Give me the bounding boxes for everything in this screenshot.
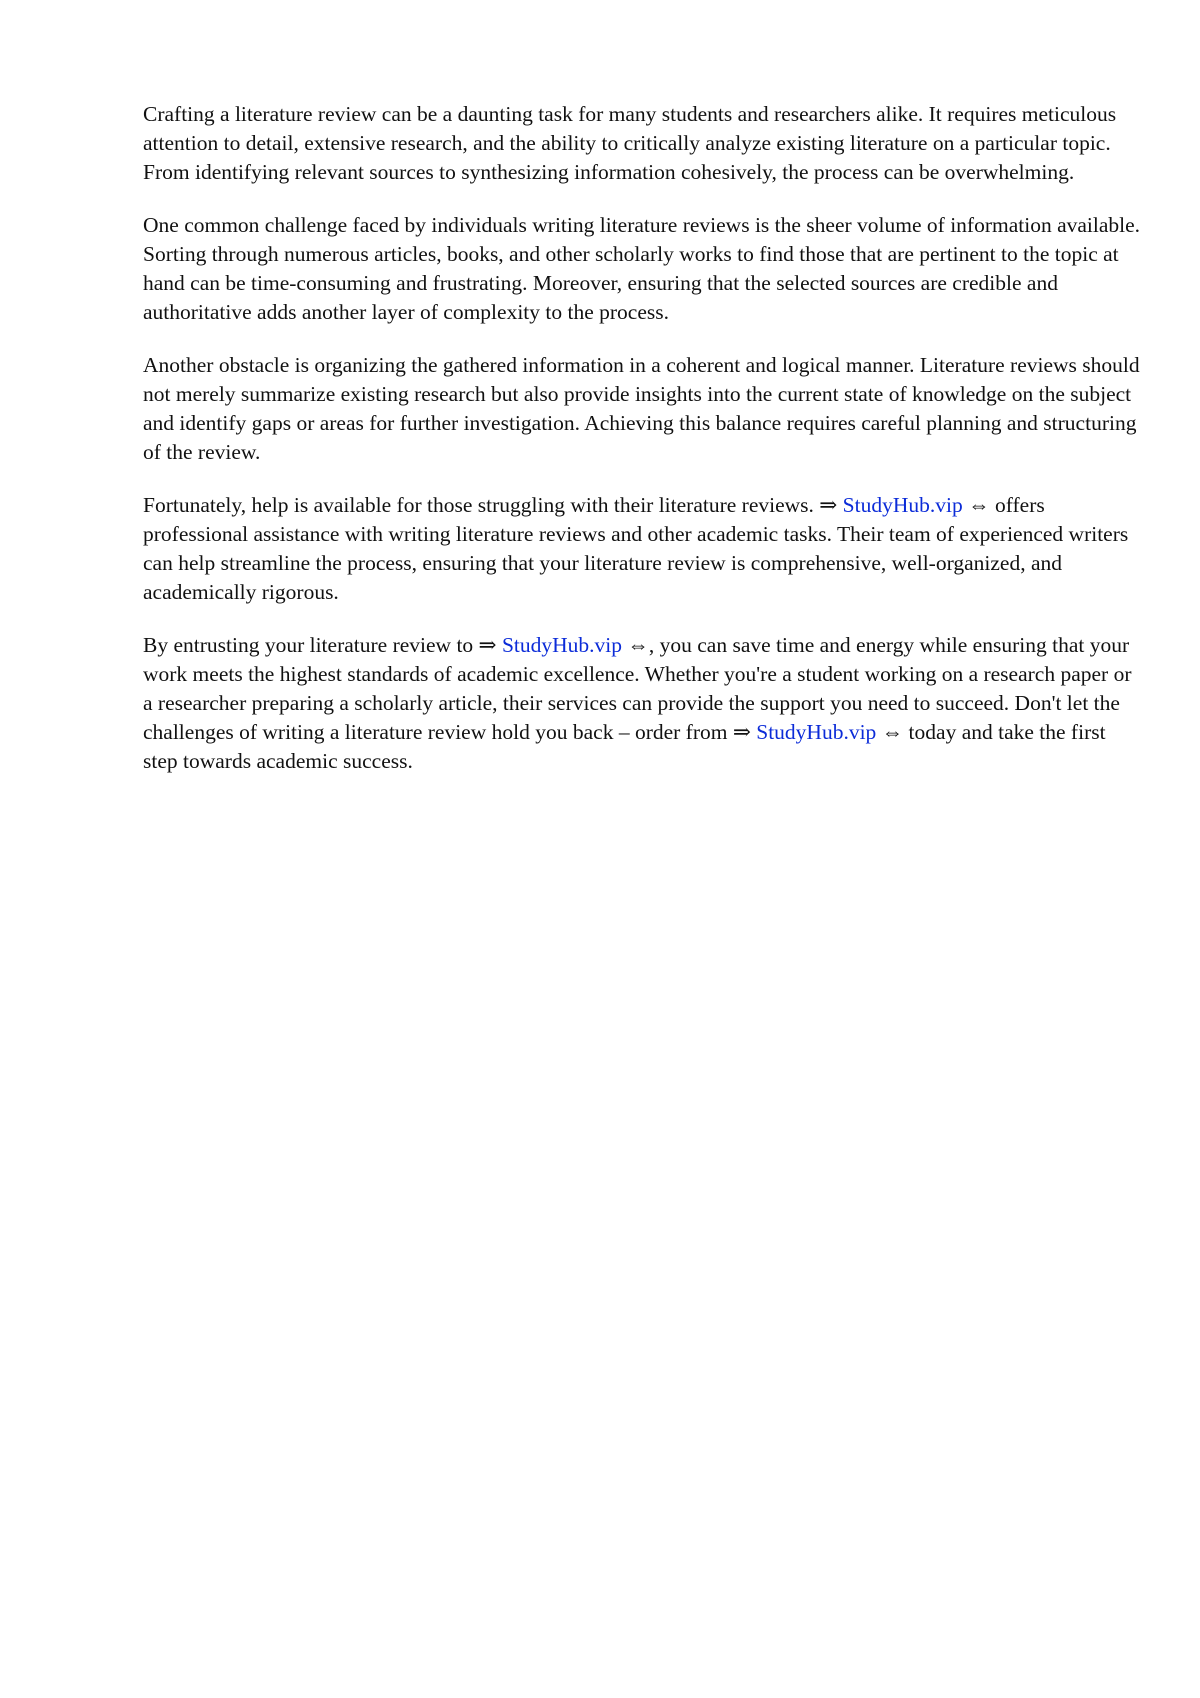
paragraph-2: One common challenge faced by individuals writing literature reviews is the sheer volume of information available. Sorting through numerous articles, books, and other scholarly works to find those that are pertinent to the topic at hand can be time-consuming and frustrating. Moreover, ensuring that the selected sources are credible and authoritative adds another layer of complexity to the process. <box>143 213 1141 324</box>
paragraph-5 <box>143 631 1143 776</box>
document-body <box>143 100 1143 800</box>
paragraph-1: Crafting a literature review can be a daunting task for many students and researchers alike. It requires meticulous attention to detail, extensive research, and the ability to critically analyze existing literature on a particular topic. From identifying relevant sources to synthesizing information cohesively, the process can be overwhelming. <box>143 102 1117 184</box>
studyhub-link[interactable]: StudyHub.vip <box>756 720 877 744</box>
paragraph-3: Another obstacle is organizing the gathered information in a coherent and logical manner. Literature reviews should not merely summarize existing research but also provide insights into the current state of knowledge on the subject and identify gaps or areas for further investigation. Achieving this balance requires careful planning and structuring of the review. <box>143 353 1140 464</box>
paragraph-4-text-before: Fortunately, help is available for those struggling with their literature reviews. ⇒ <box>143 493 843 517</box>
paragraph-5-text-after: ⇔ today and take the first step towards academic success. <box>143 720 1106 773</box>
paragraph-4 <box>143 491 1143 607</box>
studyhub-link[interactable]: StudyHub.vip <box>842 493 963 517</box>
paragraph-5-text-middle: ⇔, you can save time and energy while ensuring that your work meets the highest standards of academic excellence. Whether you're a student working on a research paper or a researcher preparing a scholarly article, their services can provide the support you need to succeed. Don't let the challenges of writing a literature review hold you back – order from ⇒ <box>143 633 1132 744</box>
paragraph-4-text-after: ⇔ offers professional assistance with writing literature reviews and other academic tasks. Their team of experienced writers can help streamline the process, ensuring that your literature review is comprehensive, well-organized, and academically rigorous. <box>143 493 1129 604</box>
paragraph-5-text-before: By entrusting your literature review to ⇒ <box>143 633 502 657</box>
studyhub-link[interactable]: StudyHub.vip <box>501 633 623 657</box>
